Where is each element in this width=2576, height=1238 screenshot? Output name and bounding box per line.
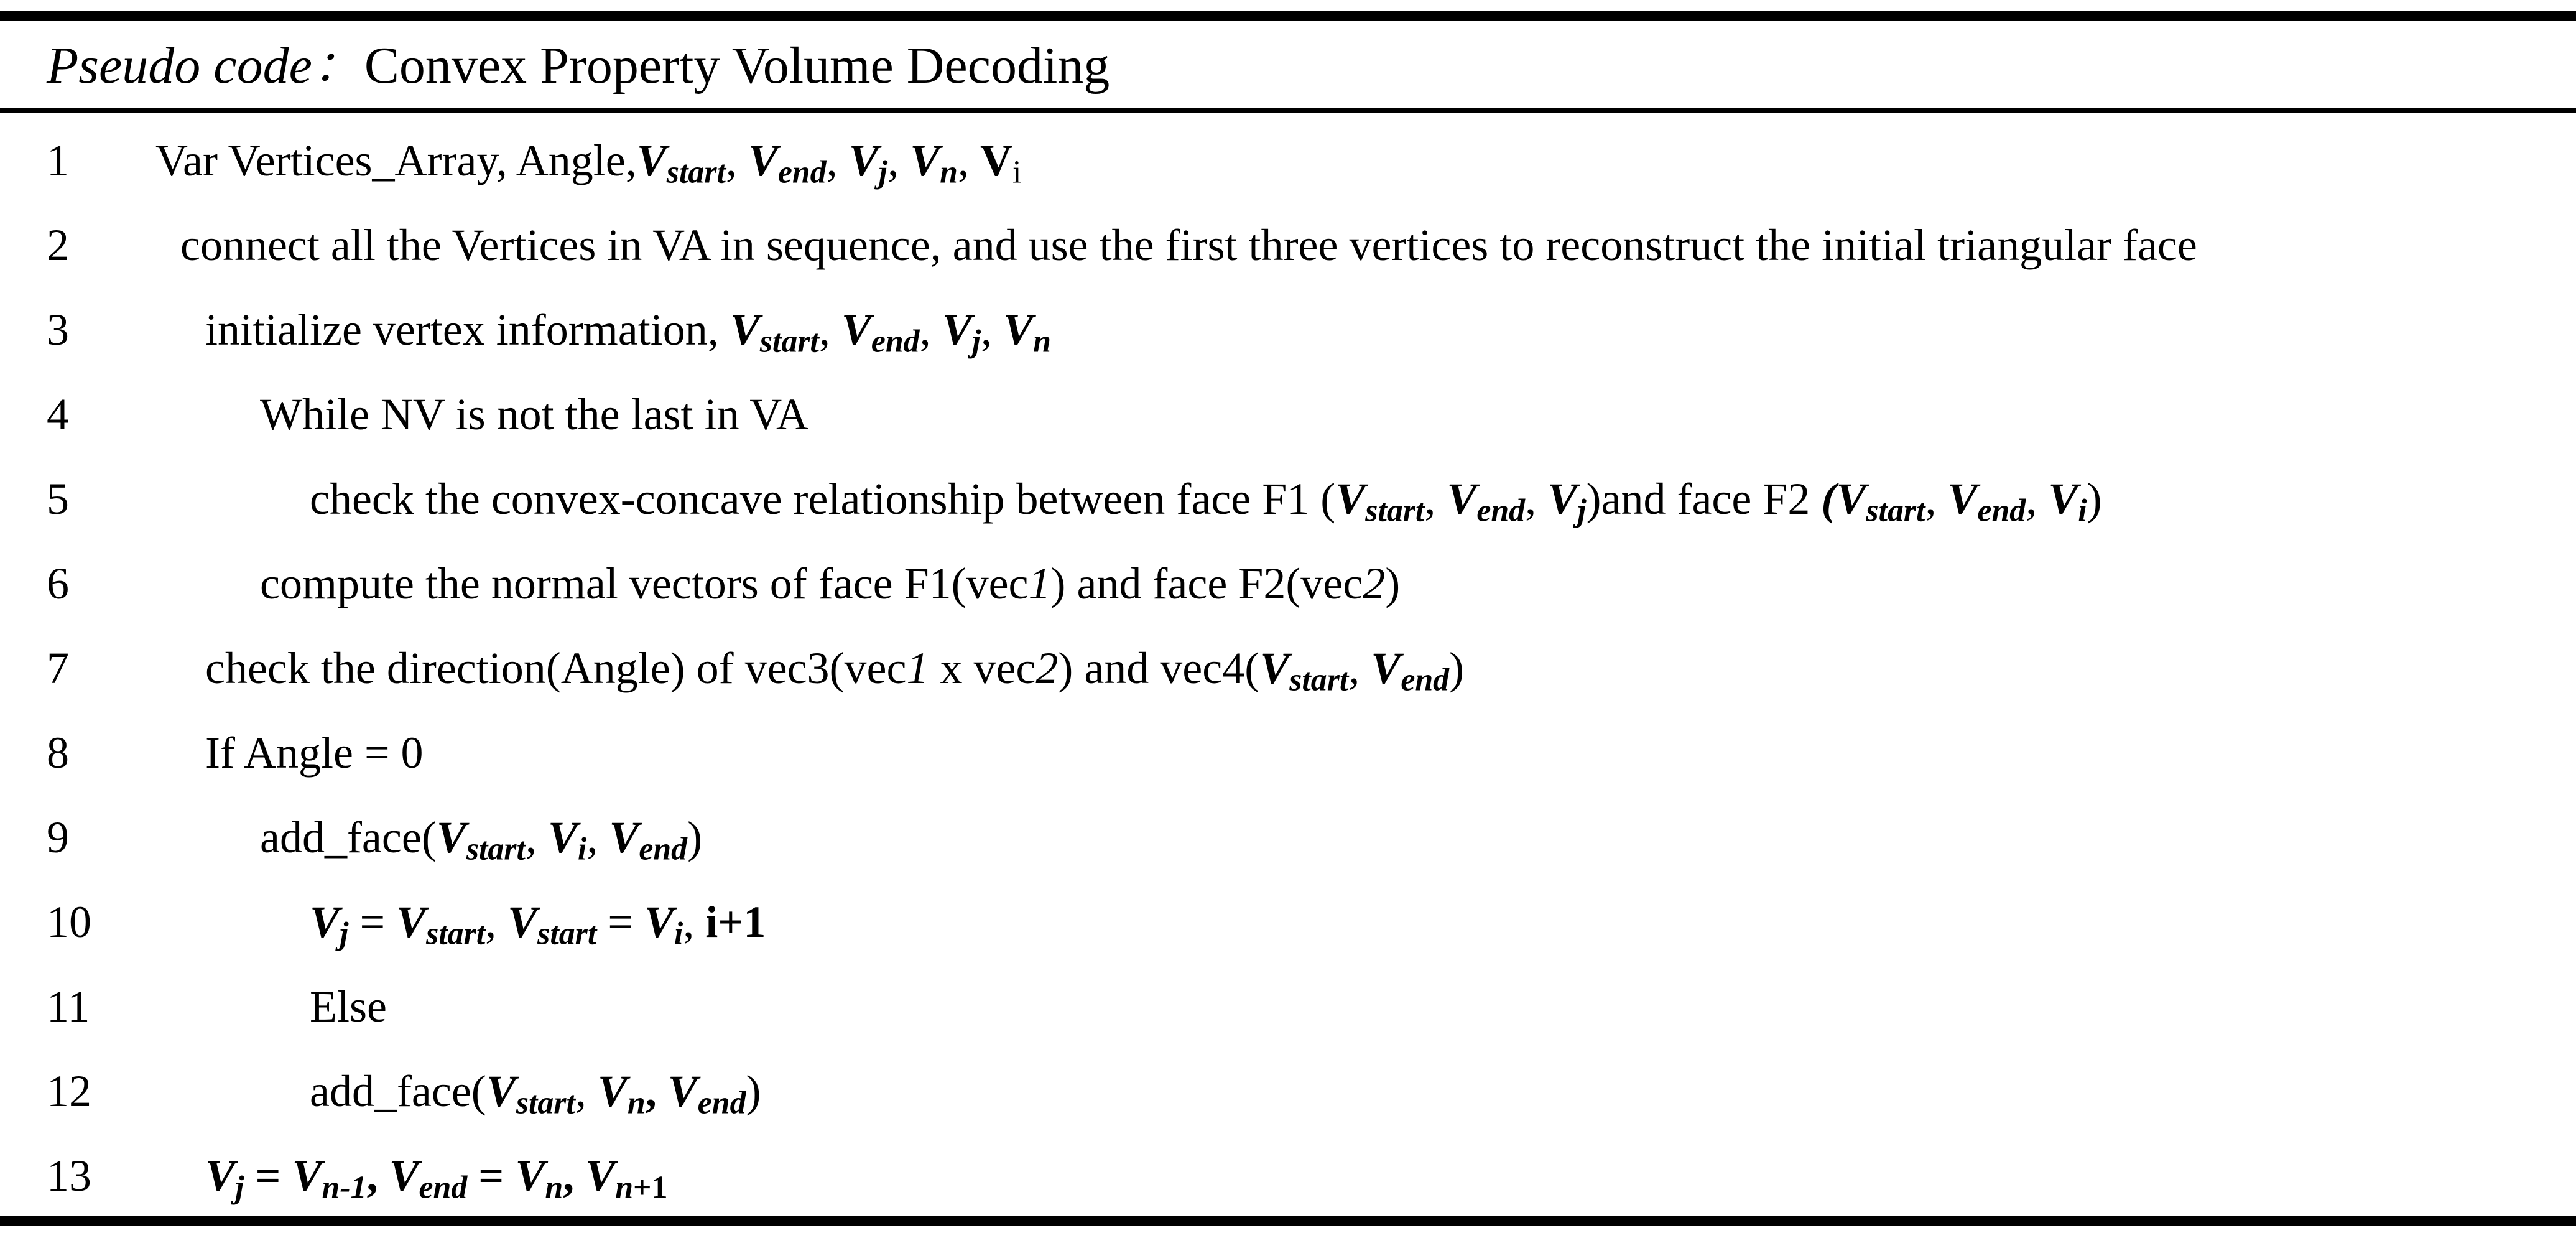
code-fragment: ,: [2026, 474, 2049, 524]
code-fragment: ,: [1925, 474, 1948, 524]
vertex-variable: $V_n$: [515, 1151, 563, 1206]
code-fragment: While NV is not the last in VA: [260, 389, 808, 439]
line-number: 11: [47, 982, 90, 1031]
line-number: 4: [47, 389, 69, 439]
code-text: [260, 541, 1400, 626]
code-fragment: Var Vertices_Array, Angle,: [155, 136, 637, 185]
code-line-8: [0, 710, 2576, 795]
vertex-variable: $V_{start}$: [1836, 474, 1925, 529]
vertex-variable: $V_j$: [848, 136, 888, 190]
code-fragment: ,: [919, 305, 942, 355]
vertex-variable: $V_{start}$: [436, 812, 526, 867]
code-fragment: If Angle = 0: [205, 728, 424, 778]
vertex-variable: $V_{start}$: [486, 1066, 575, 1121]
line-number: 1: [47, 136, 69, 185]
code-line-13: [0, 1133, 2576, 1218]
code-fragment: ,: [826, 136, 849, 185]
vertex-variable: $V_n$: [910, 136, 958, 190]
vertex-variable: $V_{start}$: [507, 897, 597, 952]
code-fragment: ) and face F2(vec: [1050, 559, 1363, 608]
code-text: [260, 795, 702, 880]
vertex-variable: $V_{end}$: [841, 305, 920, 360]
line-number: 10: [47, 897, 91, 947]
code-text: [205, 626, 1464, 710]
code-text: [205, 287, 1051, 372]
vertex-variable: $V_{end}$: [667, 1066, 746, 1121]
code-line-7: [0, 626, 2576, 710]
line-number: 3: [47, 305, 69, 355]
code-fragment: )and face F2: [1586, 474, 1822, 524]
vertex-variable: $V_i$: [980, 136, 1022, 190]
code-fragment: (: [1821, 474, 1837, 524]
code-fragment: check the convex-concave relationship between face F1 (: [310, 474, 1336, 524]
pseudo-code-header: [47, 35, 1110, 97]
code-fragment: ,: [725, 136, 748, 185]
code-fragment: ): [1385, 559, 1401, 608]
code-line-12: [0, 1049, 2576, 1133]
code-fragment: ,: [485, 897, 508, 947]
line-number: 13: [47, 1151, 91, 1201]
code-fragment: ,: [981, 305, 1004, 355]
vertex-variable: $V_n$: [597, 1066, 646, 1121]
code-line-2: [0, 203, 2576, 287]
code-fragment: ,: [563, 1151, 586, 1201]
code-text: [180, 203, 2197, 287]
vertex-variable: $V_{end}$: [1447, 474, 1526, 529]
vertex-variable: $V_i$: [547, 812, 587, 867]
code-fragment: connect all the Vertices in VA in sequence, and use the first three vertices to reconstruct the initial triangular face: [180, 220, 2197, 270]
code-fragment: compute the normal vectors of face F1(vec: [260, 559, 1029, 608]
code-fragment: 2: [1363, 559, 1386, 608]
header-divider-rule: [0, 108, 2576, 113]
code-fragment: ): [746, 1066, 761, 1116]
code-fragment: add_face(: [260, 812, 437, 862]
code-fragment: ,: [1348, 643, 1371, 693]
code-line-1: [0, 118, 2576, 203]
code-fragment: ,: [645, 1066, 668, 1116]
vertex-variable: $V_i$: [2048, 474, 2087, 529]
vertex-variable: $V_j$: [1547, 474, 1587, 529]
header-title: Convex Property Volume Decoding: [364, 37, 1110, 95]
vertex-variable: $V_{n+1}$: [585, 1151, 668, 1206]
code-fragment: ,: [887, 136, 910, 185]
line-number: 9: [47, 812, 69, 862]
vertex-variable: $V_j$: [310, 897, 349, 952]
vertex-variable: $V_n$: [1003, 305, 1051, 360]
code-fragment: ): [687, 812, 703, 862]
code-fragment: =: [244, 1151, 292, 1201]
code-fragment: ,: [366, 1151, 389, 1201]
vertex-variable: $V_{start}$: [396, 897, 486, 952]
code-text: [205, 710, 424, 795]
code-fragment: i+1: [705, 897, 766, 947]
code-fragment: Else: [310, 982, 387, 1031]
code-text: [310, 1049, 761, 1133]
code-fragment: ,: [1424, 474, 1447, 524]
code-line-11: [0, 964, 2576, 1049]
code-fragment: 2: [1035, 643, 1059, 693]
code-fragment: add_face(: [310, 1066, 486, 1116]
code-fragment: =: [596, 897, 644, 947]
vertex-variable: $V_{start}$: [1259, 643, 1349, 698]
vertex-variable: $V_{start}$: [1335, 474, 1425, 529]
vertex-variable: $V_{end}$: [389, 1151, 468, 1206]
code-text: [310, 880, 766, 964]
code-fragment: ,: [818, 305, 841, 355]
table-top-rule: [0, 11, 2576, 21]
line-number: 6: [47, 559, 69, 608]
header-lead: Pseudo code：: [47, 37, 364, 95]
vertex-variable: $V_i$: [644, 897, 683, 952]
code-fragment: =: [467, 1151, 516, 1201]
code-line-5: [0, 457, 2576, 541]
code-fragment: =: [348, 897, 397, 947]
vertex-variable: $V_{end}$: [1947, 474, 2026, 529]
vertex-variable: $V_{start}$: [730, 305, 819, 360]
vertex-variable: $V_{end}$: [748, 136, 827, 190]
code-fragment: ,: [586, 812, 609, 862]
vertex-variable: $V_{end}$: [1371, 643, 1450, 698]
code-line-3: [0, 287, 2576, 372]
code-fragment: ) and vec4(: [1058, 643, 1260, 693]
code-fragment: ): [1449, 643, 1465, 693]
line-number: 2: [47, 220, 69, 270]
code-line-4: [0, 372, 2576, 457]
vertex-variable: $V_{n-1}$: [292, 1151, 367, 1206]
vertex-variable: $V_j$: [942, 305, 981, 360]
code-text: [260, 372, 808, 457]
table-bottom-rule: [0, 1216, 2576, 1226]
code-text: [205, 1133, 667, 1218]
code-fragment: 1: [1028, 559, 1051, 608]
vertex-variable: $V_j$: [205, 1151, 244, 1206]
code-fragment: ,: [525, 812, 548, 862]
line-number: 8: [47, 728, 69, 778]
code-line-9: [0, 795, 2576, 880]
line-number: 5: [47, 474, 69, 524]
code-fragment: ,: [683, 897, 706, 947]
code-text: [310, 964, 387, 1049]
code-line-10: [0, 880, 2576, 964]
line-number: 12: [47, 1066, 91, 1116]
vertex-variable: $V_{start}$: [636, 136, 726, 190]
code-fragment: x vec: [929, 643, 1036, 693]
code-fragment: 1: [906, 643, 929, 693]
code-fragment: check the direction(Angle) of vec3(vec: [205, 643, 907, 693]
vertex-variable: $V_{end}$: [609, 812, 688, 867]
code-fragment: initialize vertex information,: [205, 305, 730, 355]
code-text: [155, 118, 1021, 203]
code-fragment: ): [2087, 474, 2102, 524]
line-number: 7: [47, 643, 69, 693]
code-fragment: ,: [575, 1066, 598, 1116]
code-line-6: [0, 541, 2576, 626]
code-fragment: ,: [957, 136, 980, 185]
code-fragment: ,: [1525, 474, 1548, 524]
code-text: [310, 457, 2102, 541]
